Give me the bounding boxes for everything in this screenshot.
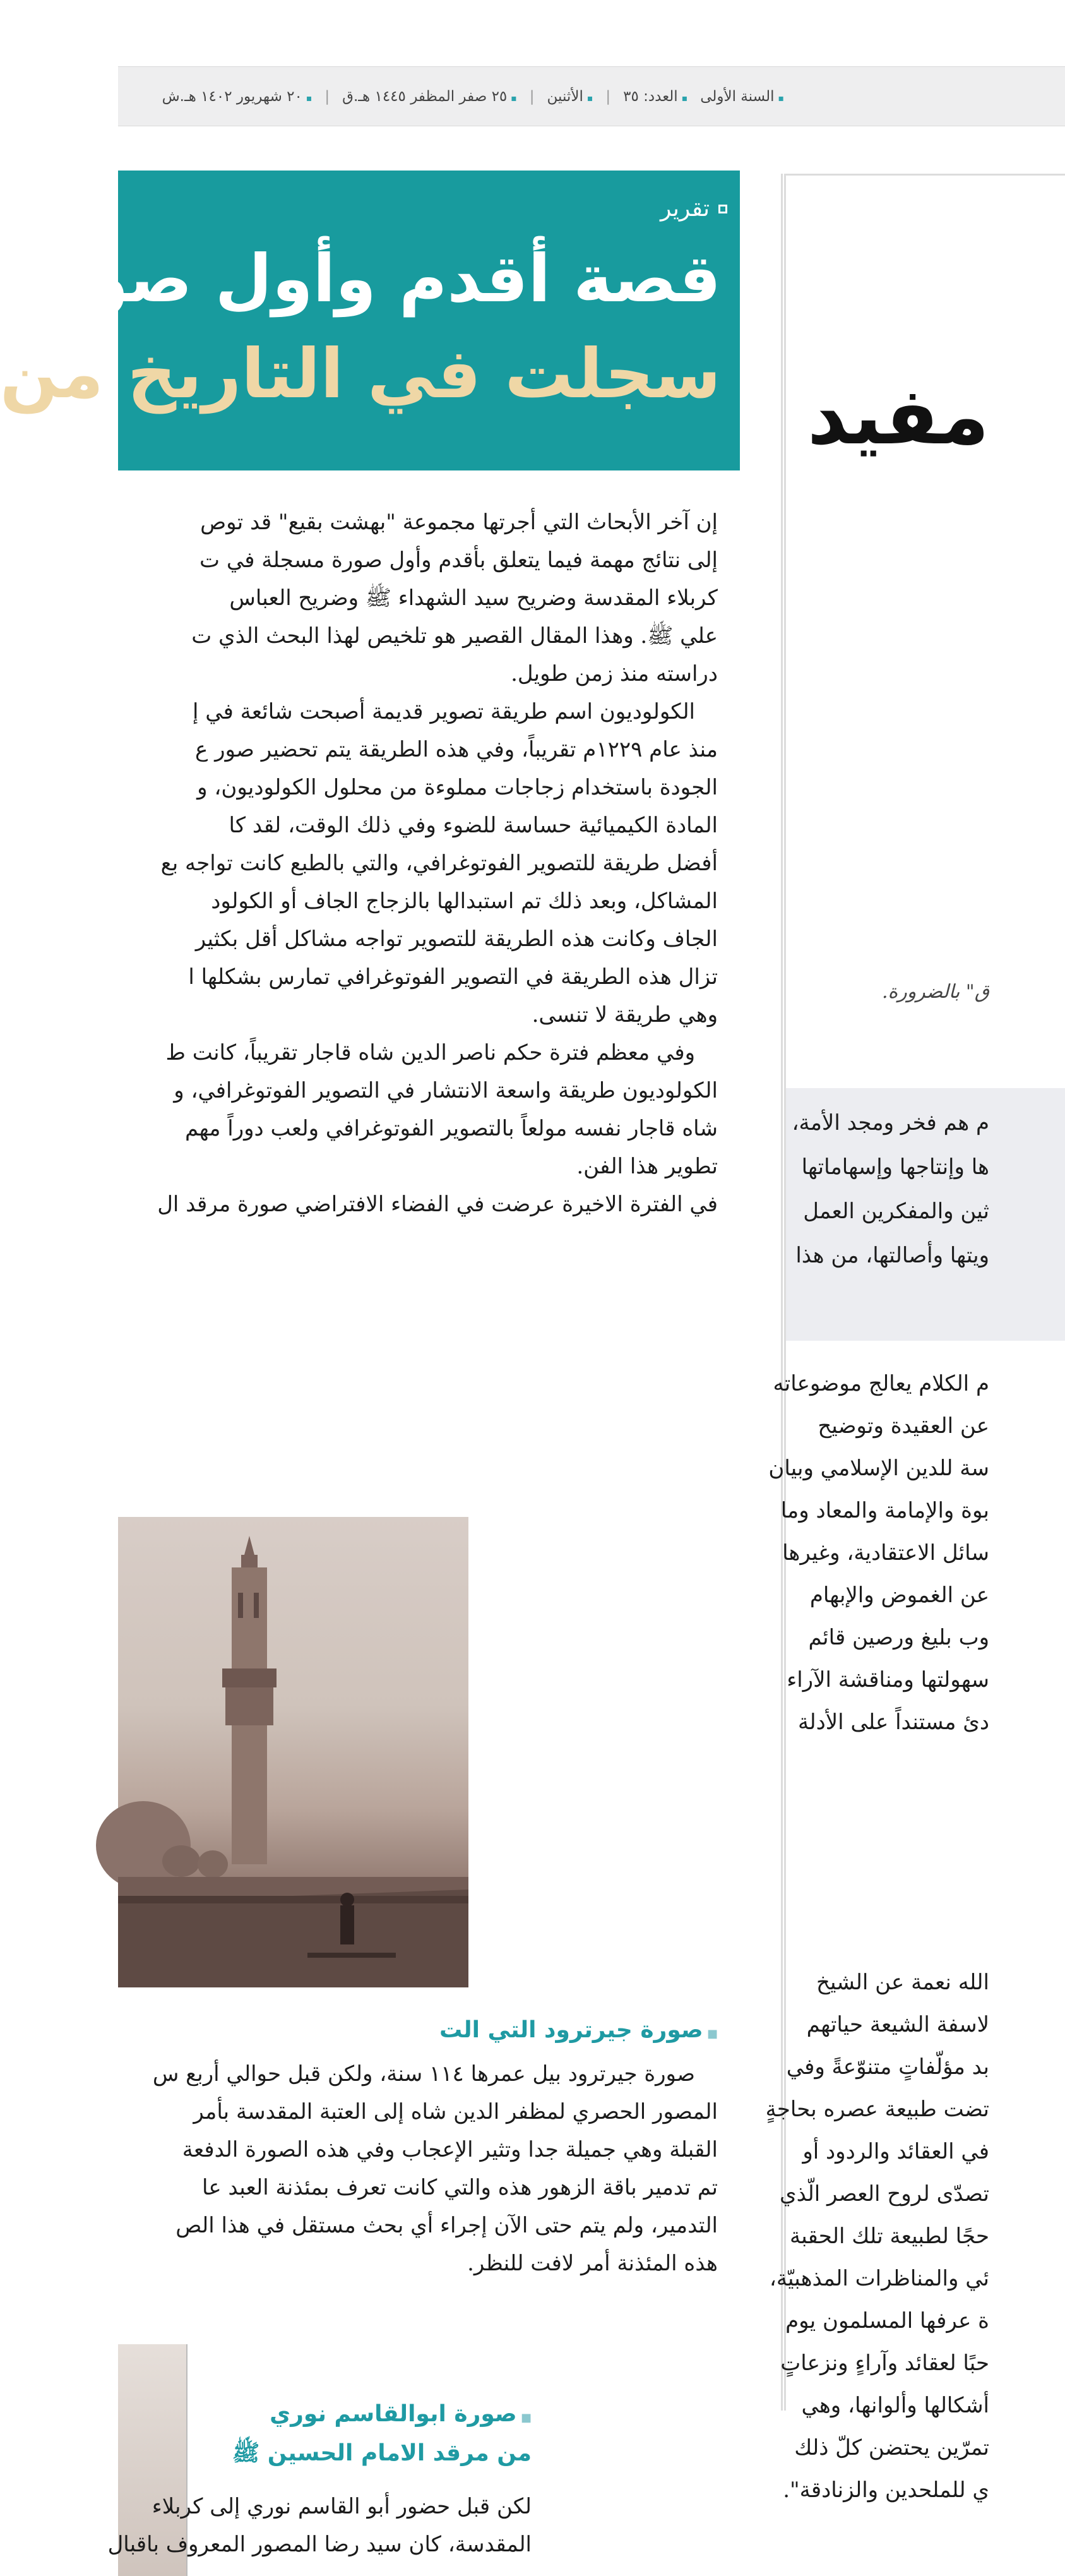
- photo-2-line: المقدسة، كان سيد رضا المصور المعروف باقبال: [107, 2532, 532, 2557]
- sidebar-line: تصدّى لروح العصر الّذي: [779, 2181, 989, 2207]
- article-line: أفضل طريقة للتصوير الفوتوغرافي، والتي بالطبع كانت تواجه بع: [160, 851, 718, 876]
- masthead-info: ▪ السنة الأولى ▪ العدد: ٣٥ | ▪ الأثنين | ▪ ٢٥ صفر المظفر ١٤٤٥ هـ.ق | ▪ ٢٠ شهريور ١٤٠٢ هـ.ش: [162, 81, 784, 112]
- article-line: علي ﷺ. وهذا المقال القصير هو تلخيص لهذا البحث الذي ت: [191, 623, 718, 649]
- sidebar-line: تمرّين يحتضن كلّ ذلك: [794, 2435, 989, 2460]
- sidebar-quote: ق" بالضرورة.: [881, 981, 989, 1003]
- shrine-photo-drawing: [118, 1517, 468, 1987]
- highlight-line: ثين والمفكرين العمل: [803, 1199, 989, 1224]
- masthead-bar: [118, 66, 1065, 126]
- photo-2-line: لكن قبل حضور أبو القاسم نوري إلى كربلاء: [152, 2494, 532, 2519]
- masthead-issue: ▪ العدد: ٣٥: [623, 88, 687, 105]
- article-line: شاه قاجار نفسه مولعاً بالتصوير الفوتوغرافي ولعب دوراً مهم: [184, 1116, 718, 1141]
- main-article: [0, 165, 743, 2557]
- sidebar-line: ة عرفها المسلمون يوم: [785, 2308, 989, 2333]
- sidebar-line: سة للدين الإسلامي وبيان: [768, 1456, 989, 1481]
- sidebar-line: حبًا لعقائد وآراءٍ ونزعاتٍ: [780, 2351, 989, 2376]
- sidebar-line: عن العقيدة وتوضيح: [818, 1413, 989, 1439]
- sidebar-line: دئ مستنداً على الأدلة: [798, 1710, 989, 1735]
- article-line: المشاكل، وبعد ذلك تم استبدالها بالزجاج الجاف أو الكولود: [211, 889, 718, 914]
- article-line: الكولوديون اسم طريقة تصوير قديمة أصبحت شائعة في إ: [192, 699, 695, 724]
- sidebar-body-2: [766, 1962, 989, 2512]
- article-line: كربلاء المقدسة وضريح سيد الشهداء ﷺ وضريح العباس: [229, 585, 718, 611]
- sidebar-line: بد مؤلّفاتٍ متنوّعةً وفي: [786, 2054, 989, 2080]
- article-line: في الفترة الاخيرة عرضت في الفضاء الافتراضي صورة مرقد ال: [157, 1192, 718, 1217]
- sidebar-line: سائل الاعتقادية، وغيرها: [782, 1540, 989, 1566]
- article-body: [118, 503, 718, 1223]
- article-line: دراسته منذ زمن طويل.: [511, 661, 718, 686]
- photo-1-caption: ■ صورة جيرترود التي الت: [439, 2017, 718, 2043]
- sidebar-line: م الكلام يعالج موضوعاته: [773, 1371, 989, 1396]
- photo-1-line: هذه المئذنة أمر لافت للنظر.: [467, 2251, 718, 2276]
- article-line: تطوير هذا الفن.: [576, 1154, 718, 1179]
- masthead-hijri-date: ▪ ٢٥ صفر المظفر ١٤٤٥ هـ.ق: [342, 88, 517, 105]
- article-line: الكولوديون طريقة واسعة الانتشار في التصوير الفوتوغرافي، و: [174, 1078, 718, 1103]
- article-line: إلى نتائج مهمة فيما يتعلق بأقدم وأول صورة مسجلة في ت: [199, 548, 718, 573]
- article-line: المادة الكيميائية حساسة للضوء وفي ذلك الوقت، لقد كا: [229, 813, 718, 838]
- kicker-label: تقرير: [660, 196, 710, 222]
- sidebar-line: وب بليغ ورصين قائم: [808, 1625, 989, 1650]
- sidebar-line: حجًا لطبيعة تلك الحقبة: [790, 2224, 989, 2249]
- highlight-line: ويتها وأصالتها، من هذا: [795, 1243, 989, 1268]
- highlight-line: ها وإنتاجها وإسهاماتها: [801, 1154, 989, 1180]
- photo-1-line: المصور الحصري لمظفر الدين شاه إلى العتبة المقدسة بأمر: [193, 2099, 718, 2124]
- sidebar-line: لاسفة الشيعة حياتهم: [806, 2012, 989, 2037]
- sidebar-line: تضت طبيعة عصره بحاجةٍ: [765, 2097, 989, 2122]
- kicker-square-icon: [718, 205, 727, 213]
- headline-line-2: سجلت في التاريخ من: [0, 335, 721, 414]
- highlight-line: م هم فخر ومجد الأمة،: [792, 1110, 989, 1135]
- article-line: الجاف وكانت هذه الطريقة للتصوير تواجه مشاكل أقل بكثير: [195, 926, 718, 952]
- article-line: تزال هذه الطريقة في التصوير الفوتوغرافي تمارس بشكلها ا: [188, 964, 718, 990]
- shrine-photo: [118, 1517, 468, 1987]
- masthead-weekday: ▪ الأثنين: [547, 88, 593, 105]
- sidebar-heading: مفيد: [807, 371, 989, 462]
- photo-2-caption-subtitle: من مرقد الامام الحسين ﷺ: [232, 2440, 532, 2466]
- photo-2-caption-title: ■ صورة ابوالقاسم نوري: [270, 2401, 532, 2427]
- sidebar-line: سهولتها ومناقشة الآراء: [787, 1667, 989, 1692]
- sidebar-line: الله نعمة عن الشيخ: [816, 1970, 989, 1995]
- masthead-solar-date: ▪ ٢٠ شهريور ١٤٠٢ هـ.ش: [162, 88, 312, 105]
- sidebar-line: بوة والإمامة والمعاد وما: [780, 1498, 989, 1523]
- article-line: منذ عام ١٢٢٩م تقريباً، وفي هذه الطريقة يتم تحضير صور ع: [194, 737, 718, 762]
- sidebar-line: أشكالها وألوانها، وهي: [801, 2393, 989, 2418]
- photo-1-line: التدمير، ولم يتم حتى الآن إجراء أي بحث مستقل في هذا الص: [176, 2213, 718, 2238]
- article-line: الجودة باستخدام زجاجات مملوءة من محلول الكولوديون، و: [197, 775, 718, 800]
- photo-1-description: [118, 2055, 718, 2282]
- article-banner: [0, 171, 740, 470]
- sidebar-line: عن الغموض والإبهام: [809, 1583, 989, 1608]
- sidebar-body-1: [768, 1363, 989, 1744]
- article-line: وفي معظم فترة حكم ناصر الدين شاه قاجار تقريباً، كانت ط: [165, 1040, 695, 1065]
- article-line: وهي طريقة لا تنسى.: [532, 1002, 718, 1027]
- sidebar-article: [765, 174, 1065, 2503]
- highlight-text: [792, 1101, 989, 1278]
- article-kicker: [660, 196, 727, 222]
- sidebar-line: ي للملحدين والزنادقة".: [783, 2477, 989, 2503]
- sidebar-line: ئي والمناظرات المذهبيّة،: [769, 2266, 989, 2291]
- photo-1-line: القبلة وهي جميلة جدا وتثير الإعجاب وفي هذه الصورة الدفعة: [182, 2137, 718, 2162]
- photo-1-line: صورة جيرترود بيل عمرها ١١٤ سنة، ولكن قبل حوالي أربع س: [152, 2061, 695, 2087]
- headline-line-1: قصة أقدم وأول صورة: [11, 240, 721, 317]
- sidebar-highlight-box: [786, 1088, 1065, 1341]
- article-line: إن آخر الأبحاث التي أجرتها مجموعة "بهشت بقيع" قد توص: [200, 510, 718, 535]
- photo-1-line: تم تدمير باقة الزهور هذه والتي كانت تعرف بمئذنة العبد عا: [201, 2175, 718, 2200]
- masthead-year: ▪ السنة الأولى: [700, 88, 784, 105]
- sidebar-line: في العقائد والردود أو: [802, 2139, 989, 2164]
- photo-2-description: [107, 2488, 532, 2563]
